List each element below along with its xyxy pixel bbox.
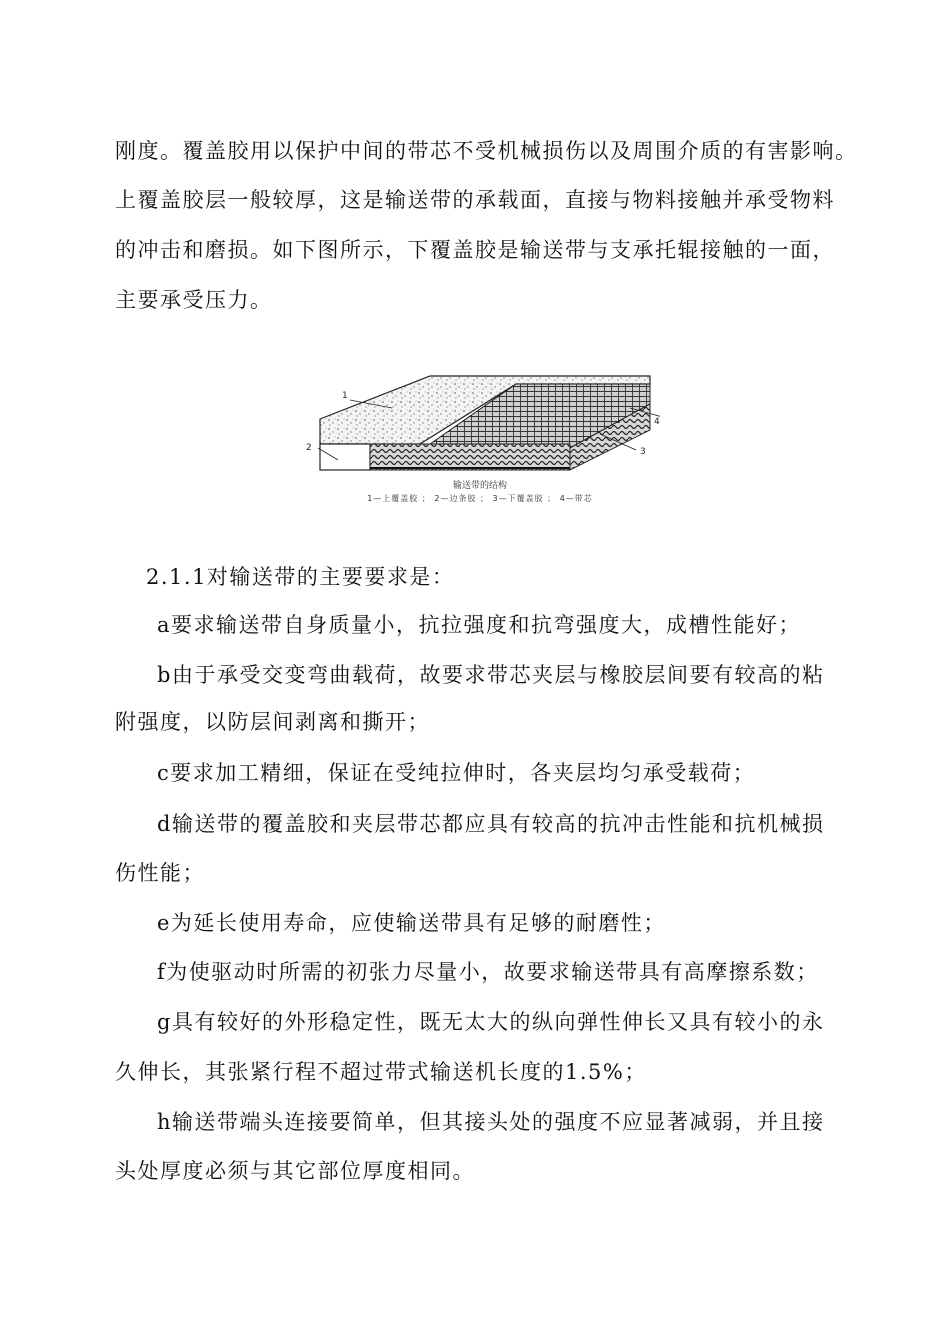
figure-title: 输送带的结构 <box>452 481 507 491</box>
conveyor-belt-diagram <box>300 364 660 474</box>
belt-core-layers <box>370 444 570 470</box>
list-item-continuation: 久伸长，其张紧行程不超过带式输送机长度的1.5%； <box>115 1060 647 1084</box>
callout-label: 4 <box>654 417 660 427</box>
edge-rubber <box>320 444 370 470</box>
text-line: 刚度。覆盖胶用以保护中间的带芯不受机械损伤以及周围介质的有害影响。 <box>115 139 858 163</box>
text-line: 主要承受压力。 <box>115 288 273 312</box>
callout-label: 3 <box>640 447 646 457</box>
list-item-continuation: 头处厚度必须与其它部位厚度相同。 <box>115 1159 475 1183</box>
text-line: 上覆盖胶层一般较厚，这是输送带的承载面，直接与物料接触并承受物料 <box>115 188 835 212</box>
list-item: h输送带端头连接要简单，但其接头处的强度不应显著减弱，并且接 <box>157 1110 825 1134</box>
list-item-continuation: 附强度，以防层间剥离和撕开； <box>115 710 430 734</box>
section-heading: 2.1.1对输送带的主要要求是： <box>146 565 455 589</box>
list-item: e为延长使用寿命，应使输送带具有足够的耐磨性； <box>157 911 666 935</box>
list-item: c要求加工精细，保证在受纯拉伸时，各夹层均匀承受载荷； <box>157 761 756 785</box>
figure-legend: 1—上覆盖胶 ； 2—边条胶 ； 3—下覆盖胶 ； 4—带芯 <box>367 494 593 503</box>
callout-label: 2 <box>306 443 312 453</box>
callout-label: 1 <box>342 391 348 401</box>
list-item: a要求输送带自身质量小，抗拉强度和抗弯强度大，成槽性能好； <box>157 613 802 637</box>
list-item: b由于承受交变弯曲载荷，故要求带芯夹层与橡胶层间要有较高的粘 <box>157 663 825 687</box>
list-item: f为使驱动时所需的初张力尽量小，故要求输送带具有高摩擦系数； <box>157 960 819 984</box>
list-item: d输送带的覆盖胶和夹层带芯都应具有较高的抗冲击性能和抗机械损 <box>157 812 825 836</box>
list-item-continuation: 伤性能； <box>115 861 205 885</box>
conveyor-belt-structure-figure <box>300 364 660 514</box>
list-item: g具有较好的外形稳定性，既无太大的纵向弹性伸长又具有较小的永 <box>157 1010 825 1034</box>
text-line: 的冲击和磨损。如下图所示，下覆盖胶是输送带与支承托辊接触的一面， <box>115 238 835 262</box>
